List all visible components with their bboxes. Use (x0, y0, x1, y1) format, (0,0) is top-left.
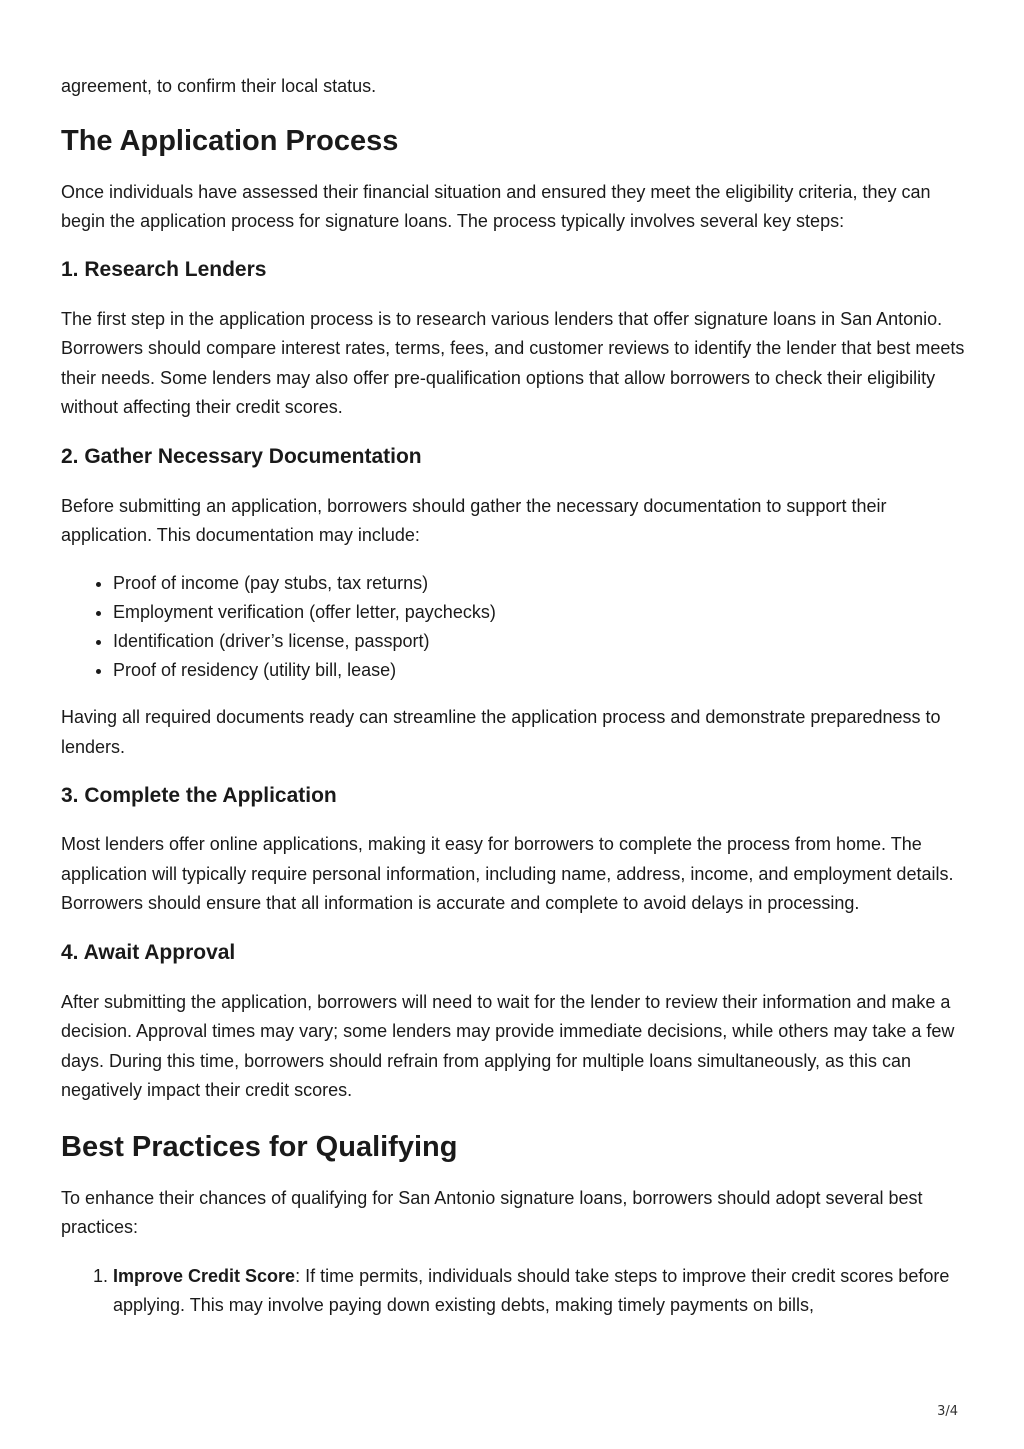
section-heading-best-practices: Best Practices for Qualifying (61, 1130, 458, 1163)
list-item: • Proof of income (pay stubs, tax returns) (113, 569, 966, 598)
best-practice-text: : If time permits, individuals should take steps to improve their credit scores before applying. This may involve paying down existing debts, making timely payments on bills, (113, 1265, 950, 1316)
list-item: • Employment verification (offer letter, paychecks) (113, 598, 966, 627)
step-body-await-approval: After submitting the application, borrowers will need to wait for the lender to review their information and make a decision. Approval times may vary; some lenders may provide immediate decisions, while others may take a few days. During this time, borrowers should refrain from applying for multiple loans simultaneously, as this can negatively impact their credit scores. (61, 991, 955, 1101)
best-practices-list (61, 1262, 966, 1320)
step-heading-research-lenders: 1. Research Lenders (61, 257, 267, 281)
best-practice-term: Improve Credit Score (113, 1265, 296, 1286)
step-body-complete-application: Most lenders offer online applications, making it easy for borrowers to complete the process from home. The application will typically require personal information, including name, address, income, and employment details. Borrowers should ensure that all information is accurate and complete to avoid delays in processing. (61, 834, 954, 914)
documentation-followup: Having all required documents ready can streamline the application process and demonstrate preparedness to lenders. (61, 707, 941, 757)
application-process-intro: Once individuals have assessed their financial situation and ensured they meet the eligibility criteria, they can begin the application process for signature loans. The process typically involves several key steps: (61, 181, 931, 231)
best-practices-intro: To enhance their chances of qualifying for San Antonio signature loans, borrowers should adopt several best practices: (61, 1187, 923, 1238)
step-heading-complete-application: 3. Complete the Application (61, 784, 337, 808)
page-number: 3/4 (937, 1404, 958, 1419)
step-heading-gather-documentation: 2. Gather Necessary Documentation (61, 444, 422, 468)
section-heading-application-process: The Application Process (61, 124, 399, 157)
list-item (113, 1262, 966, 1320)
step-body-gather-documentation: Before submitting an application, borrowers should gather the necessary documentation to support their application. This documentation may include: (61, 495, 887, 545)
documentation-list (61, 569, 966, 686)
step-body-research-lenders: The first step in the application process is to research various lenders that offer signature loans in San Antonio. Borrowers should compare interest rates, terms, fees, and customer reviews to identify the lender that best meets their needs. Some lenders may also offer pre-qualification options that allow borrowers to check their eligibility without affecting their credit scores. (61, 308, 965, 417)
list-item: • Identification (driver’s license, passport) (113, 627, 966, 656)
intro-fragment: agreement, to confirm their local status. (61, 76, 377, 96)
list-item: • Proof of residency (utility bill, lease) (113, 656, 966, 685)
document-page (61, 72, 966, 1320)
step-heading-await-approval: 4. Await Approval (61, 940, 236, 964)
